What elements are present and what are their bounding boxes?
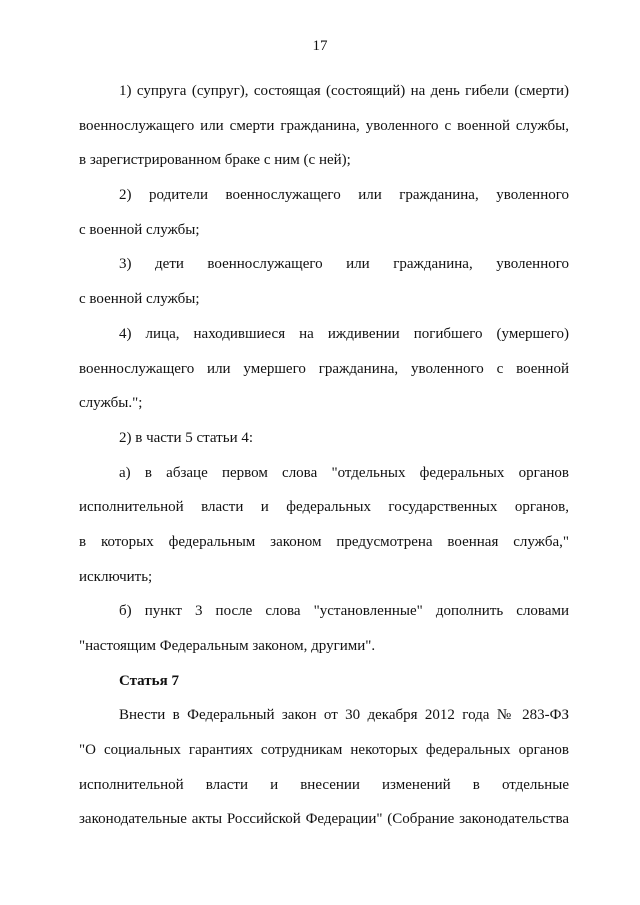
paragraph-item-2 — [79, 178, 569, 247]
text-line: 4) лица, находившиеся на иждивении погибшего (умершего) — [119, 325, 569, 342]
paragraph-article-7-intro — [79, 698, 569, 837]
text-line: 1) супруга (супруг), состоящая (состоящий) на день гибели (смерти) — [119, 83, 569, 99]
paragraph-item-4 — [79, 317, 569, 421]
text-line: исполнительной власти и внесении изменений в отдельные — [79, 776, 569, 793]
page-number: 17 — [312, 38, 328, 54]
text-line: 2) в части 5 статьи 4: — [119, 429, 254, 446]
text-line: в которых федеральным законом предусмотрена военная служба," — [79, 533, 569, 550]
text-line: а) в абзаце первом слова "отдельных федеральных органов — [119, 464, 569, 481]
document-body — [79, 74, 569, 837]
text-line: военнослужащего или смерти гражданина, уволенного с военной службы, — [79, 117, 569, 134]
text-line: с военной службы; — [79, 221, 200, 238]
article-heading: Статья 7 — [119, 672, 179, 689]
text-line: "настоящим Федеральным законом, другими". — [79, 638, 376, 654]
text-line: военнослужащего или умершего гражданина, уволенного с военной — [79, 360, 569, 377]
text-line: Внести в Федеральный закон от 30 декабря 2012 года № 283-ФЗ — [119, 707, 569, 724]
text-line: законодательные акты Российской Федерации" (Собрание законодательства — [79, 811, 569, 828]
text-line: 2) родители военнослужащего или гражданина, уволенного — [119, 187, 569, 204]
paragraph-part-5-article-4 — [79, 421, 569, 456]
text-line: исполнительной власти и федеральных государственных органов, — [79, 499, 569, 516]
paragraph-subitem-b — [79, 594, 569, 663]
paragraph-item-3 — [79, 247, 569, 316]
text-line: "О социальных гарантиях сотрудникам некоторых федеральных органов — [79, 742, 569, 759]
text-line: б) пункт 3 после слова "установленные" дополнить словами — [119, 603, 569, 620]
paragraph-item-1 — [79, 74, 569, 178]
text-line: 3) дети военнослужащего или гражданина, уволенного — [119, 256, 569, 273]
text-line: с военной службы; — [79, 291, 200, 308]
text-line: исключить; — [79, 568, 153, 585]
text-line: службы."; — [79, 395, 143, 412]
paragraph-subitem-a — [79, 456, 569, 595]
text-line: в зарегистрированном браке с ним (с ней); — [79, 152, 351, 169]
